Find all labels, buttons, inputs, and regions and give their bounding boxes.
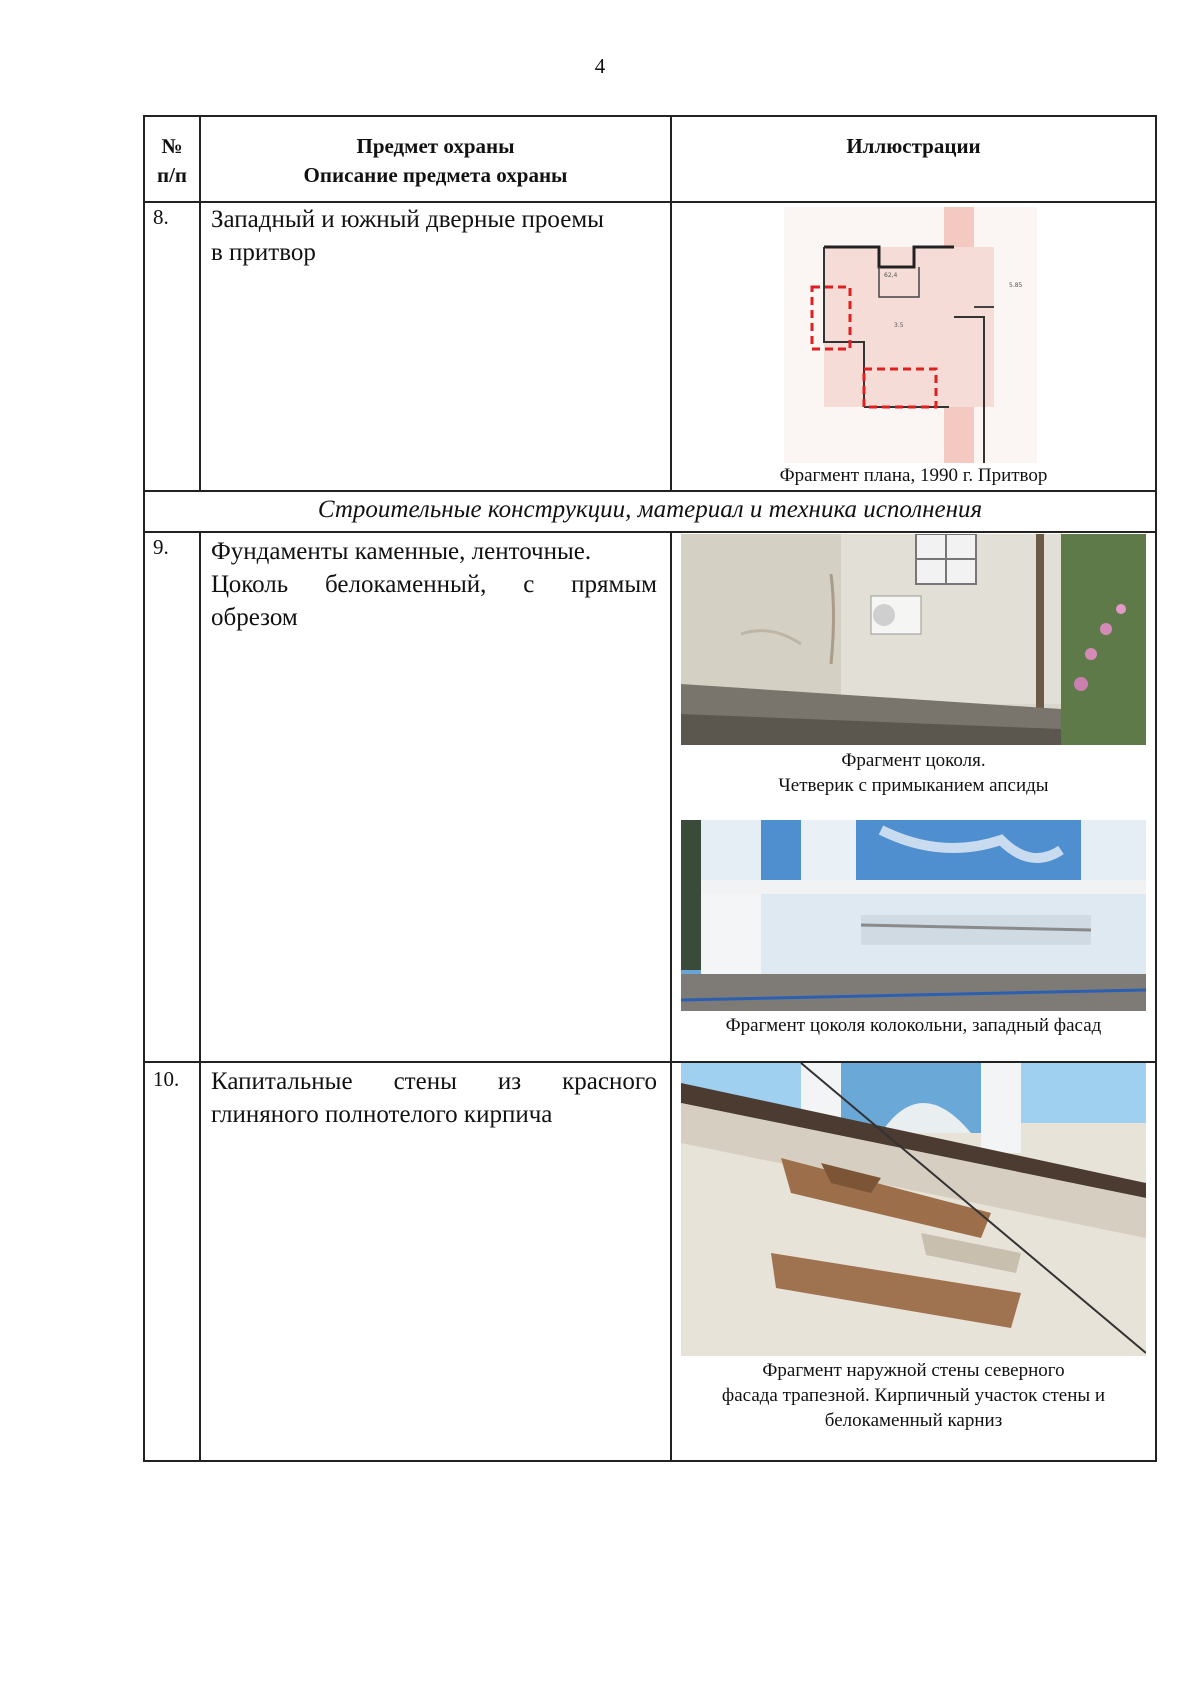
row-10-caption-line2: фасада трапезной. Кирпичный участок стены и bbox=[721, 1385, 1106, 1406]
header-illustrations: Иллюстрации bbox=[846, 134, 981, 158]
row-8-caption: Фрагмент плана, 1990 г. Притвор bbox=[779, 465, 1048, 486]
row-8-number: 8. bbox=[153, 205, 169, 229]
row-9-caption-1-line2: Четверик с примыканием апсиды bbox=[778, 775, 1049, 796]
north-wall-photo bbox=[681, 1063, 1146, 1356]
header-number bbox=[145, 132, 199, 190]
section-title: Строительные конструкции, материал и техника исполнения bbox=[317, 496, 983, 523]
header-subject-line1: Предмет охраны bbox=[356, 134, 515, 158]
row-10-text-line2: глиняного полнотелого кирпича bbox=[211, 1101, 553, 1128]
row-10-text bbox=[211, 1065, 657, 1131]
plan-fragment-image bbox=[784, 207, 1037, 463]
row-9-text-line3: обрезом bbox=[211, 604, 298, 631]
row-9-text-line1: Фундаменты каменные, ленточные. bbox=[211, 538, 592, 565]
row-10-caption-line1: Фрагмент наружной стены северного bbox=[762, 1360, 1065, 1381]
row-8-text-line2: в притвор bbox=[211, 239, 316, 266]
row-9-text-line2: Цоколь белокаменный, с прямым bbox=[211, 571, 657, 598]
protection-table bbox=[143, 115, 1157, 1462]
svg-text:5.85: 5.85 bbox=[1009, 282, 1023, 289]
bell-tower-plinth-photo bbox=[681, 820, 1146, 1011]
svg-text:62,4: 62,4 bbox=[884, 272, 898, 279]
row-10-caption-line3: белокаменный карниз bbox=[824, 1410, 1003, 1431]
row-9-caption-1 bbox=[672, 748, 1155, 798]
svg-text:3.5: 3.5 bbox=[894, 322, 904, 329]
row-9-text bbox=[211, 535, 657, 634]
header-number-line1: № bbox=[161, 134, 183, 158]
page-number: 4 bbox=[594, 54, 606, 78]
header-number-line2: п/п bbox=[156, 163, 188, 187]
row-9-caption-1-line1: Фрагмент цоколя. bbox=[841, 750, 986, 771]
plinth-apse-photo bbox=[681, 534, 1146, 745]
header-subject-line2: Описание предмета охраны bbox=[303, 163, 568, 187]
header-subject bbox=[201, 132, 670, 190]
row-10-text-line1: Капитальные стены из красного bbox=[211, 1068, 657, 1095]
row-8-text bbox=[211, 203, 657, 269]
row-10-caption bbox=[672, 1358, 1155, 1433]
row-10-number: 10. bbox=[153, 1067, 180, 1091]
row-9-number: 9. bbox=[153, 535, 169, 559]
row-9-caption-2: Фрагмент цоколя колокольни, западный фасад bbox=[725, 1015, 1102, 1036]
row-8-text-line1: Западный и южный дверные проемы bbox=[211, 206, 604, 233]
